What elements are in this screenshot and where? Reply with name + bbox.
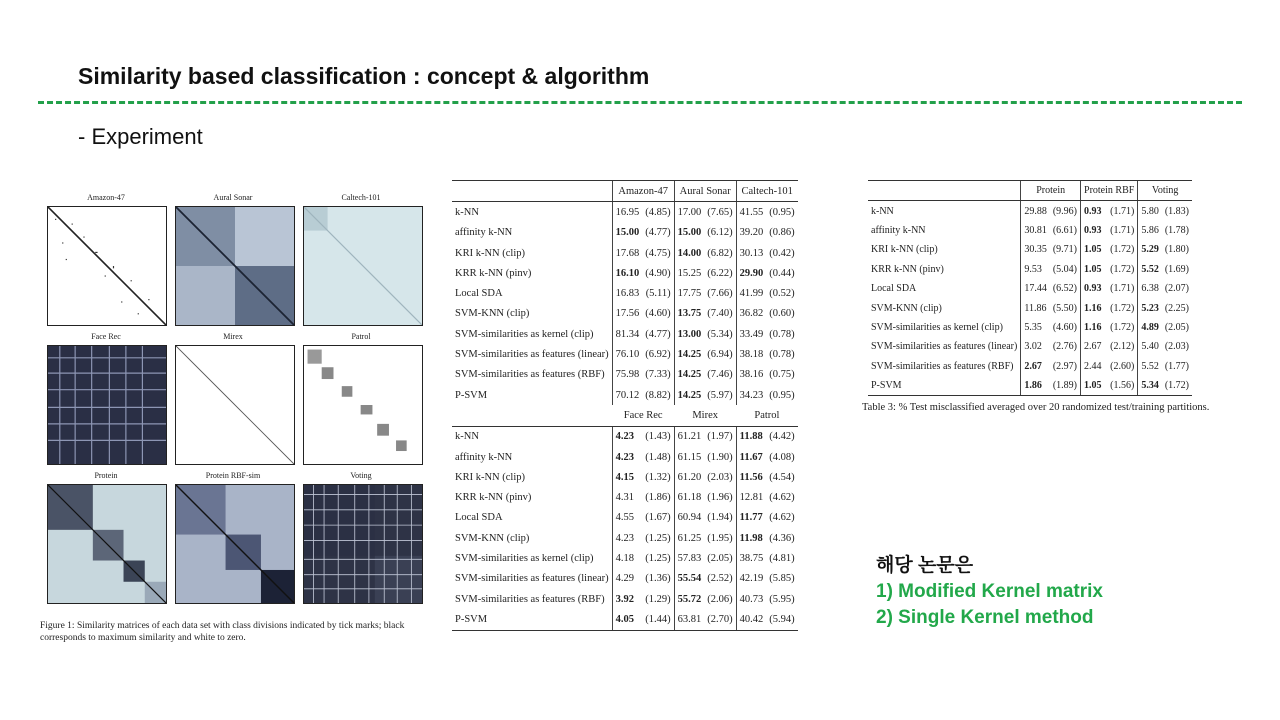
method-name: SVM-similarities as kernel (clip) — [455, 328, 594, 340]
method-header — [868, 181, 1021, 201]
error-value: 5.52 — [1138, 357, 1162, 376]
std-value: (2.60) — [1110, 360, 1135, 372]
table-row — [452, 283, 798, 303]
std-value: (1.72) — [1110, 321, 1135, 333]
error-value: 4.55 — [612, 508, 642, 528]
error-value: 81.34 — [612, 324, 642, 344]
std-value: (1.25) — [645, 552, 671, 564]
table-row — [452, 548, 798, 568]
error-value: 17.56 — [612, 304, 642, 324]
error-value: 0.93 — [1081, 201, 1106, 221]
error-value: 17.68 — [612, 243, 642, 263]
error-value: 15.25 — [674, 263, 704, 283]
matrix-aural-sonar-image — [176, 207, 294, 325]
error-value: 63.81 — [674, 609, 704, 630]
matrix-protein-rbf — [175, 484, 295, 604]
error-value: 4.31 — [612, 487, 642, 507]
slide-title: Similarity based classification : concept & algorithm — [78, 63, 650, 89]
table-row — [452, 202, 798, 223]
std-value: (6.52) — [1052, 283, 1078, 295]
error-value: 41.55 — [736, 202, 766, 223]
error-value: 38.18 — [736, 344, 766, 364]
std-value: (4.36) — [769, 532, 795, 544]
method-name: P-SVM — [455, 389, 488, 401]
slide-subtitle: - Experiment — [78, 124, 203, 149]
std-value: (1.80) — [1164, 244, 1189, 256]
panel-label-mirex: Mirex — [223, 332, 243, 341]
error-value: 5.34 — [1138, 376, 1162, 396]
table-row — [868, 279, 1192, 298]
table-row — [868, 260, 1192, 279]
std-value: (1.71) — [1110, 224, 1135, 236]
method-name: KRI k-NN (clip) — [871, 244, 938, 256]
error-value: 60.94 — [674, 508, 704, 528]
std-value: (0.95) — [769, 206, 795, 218]
method-name: k-NN — [871, 205, 894, 217]
error-value: 16.83 — [612, 283, 642, 303]
matrix-protein-rbf-image — [176, 485, 294, 603]
error-value: 5.80 — [1138, 201, 1162, 221]
std-value: (7.40) — [707, 308, 733, 320]
matrix-voting-image — [304, 485, 422, 603]
std-value: (1.95) — [707, 532, 733, 544]
std-value: (2.25) — [1164, 302, 1189, 314]
method-header — [452, 181, 612, 202]
title-divider — [38, 101, 1242, 104]
std-value: (0.86) — [769, 227, 795, 239]
error-value: 11.98 — [736, 528, 766, 548]
error-value: 30.13 — [736, 243, 766, 263]
std-value: (2.03) — [707, 471, 733, 483]
table3-body — [868, 201, 1192, 396]
std-value: (4.60) — [645, 308, 671, 320]
error-value: 30.81 — [1021, 221, 1050, 240]
column-header: Patrol — [736, 405, 798, 426]
table-row — [868, 221, 1192, 240]
std-value: (5.11) — [645, 288, 671, 300]
std-value: (0.44) — [769, 267, 795, 279]
error-value: 41.99 — [736, 283, 766, 303]
error-value: 61.21 — [674, 426, 704, 447]
std-value: (2.05) — [707, 552, 733, 564]
panel-label-voting: Voting — [350, 471, 372, 480]
std-value: (5.97) — [707, 389, 733, 401]
error-value: 34.23 — [736, 385, 766, 405]
table-row — [452, 609, 798, 630]
column-header: Amazon-47 — [612, 181, 674, 202]
matrix-mirex-image — [176, 346, 294, 464]
std-value: (4.08) — [769, 451, 795, 463]
error-value: 1.16 — [1081, 298, 1106, 317]
std-value: (4.54) — [769, 471, 795, 483]
error-value: 13.75 — [674, 304, 704, 324]
std-value: (2.76) — [1052, 341, 1078, 353]
table-row — [452, 426, 798, 447]
matrix-aural-sonar — [175, 206, 295, 326]
error-value: 38.16 — [736, 365, 766, 385]
std-value: (4.62) — [769, 512, 795, 524]
std-value: (2.05) — [1164, 321, 1189, 333]
table2-section2-body — [452, 426, 798, 630]
note-box — [876, 553, 1103, 631]
error-value: 11.77 — [736, 508, 766, 528]
std-value: (6.82) — [707, 247, 733, 259]
error-value: 38.75 — [736, 548, 766, 568]
table-row — [452, 487, 798, 507]
method-name: SVM-similarities as features (RBF) — [455, 593, 605, 605]
note-item: 1) Modified Kernel matrix — [876, 581, 1103, 602]
std-value: (0.60) — [769, 308, 795, 320]
similarity-matrix-figure — [40, 190, 440, 650]
error-value: 4.23 — [612, 447, 642, 467]
error-value: 2.67 — [1021, 357, 1050, 376]
error-value: 11.56 — [736, 467, 766, 487]
std-value: (2.07) — [1164, 283, 1189, 295]
error-value: 5.40 — [1138, 337, 1162, 356]
results-table-secondary — [868, 180, 1192, 396]
error-value: 61.25 — [674, 528, 704, 548]
std-value: (2.70) — [704, 609, 736, 630]
error-value: 4.29 — [612, 569, 642, 589]
note-item: 2) Single Kernel method — [876, 607, 1094, 628]
error-value: 1.05 — [1081, 260, 1106, 279]
std-value: (0.78) — [769, 349, 795, 361]
std-value: (6.94) — [707, 349, 733, 361]
error-value: 39.20 — [736, 223, 766, 243]
method-name: SVM-similarities as features (RBF) — [871, 360, 1014, 372]
error-value: 11.67 — [736, 447, 766, 467]
std-value: (9.96) — [1052, 205, 1078, 217]
method-name: SVM-similarities as features (linear) — [455, 573, 609, 585]
error-value: 0.93 — [1081, 221, 1106, 240]
error-value: 3.92 — [612, 589, 642, 609]
method-name: affinity k-NN — [455, 451, 513, 463]
error-value: 3.02 — [1021, 337, 1050, 356]
std-value: (0.52) — [769, 288, 795, 300]
std-value: (1.94) — [707, 512, 733, 524]
error-value: 57.83 — [674, 548, 704, 568]
std-value: (4.77) — [645, 227, 671, 239]
method-name: P-SVM — [452, 609, 612, 630]
error-value: 40.42 — [736, 609, 766, 630]
std-value: (2.52) — [707, 573, 733, 585]
matrix-mirex — [175, 345, 295, 465]
method-name: SVM-similarities as kernel (clip) — [871, 321, 1003, 333]
std-value: (4.85) — [645, 206, 671, 218]
error-value: 17.75 — [674, 283, 704, 303]
error-value: 11.86 — [1021, 298, 1050, 317]
std-value: (1.48) — [645, 451, 671, 463]
table-row — [452, 569, 798, 589]
error-value: 14.00 — [674, 243, 704, 263]
matrix-voting — [303, 484, 423, 604]
method-name: KRR k-NN (pinv) — [871, 263, 944, 275]
matrix-patrol — [303, 345, 423, 465]
results-table-main — [452, 180, 798, 631]
std-value: (5.04) — [1052, 263, 1078, 275]
std-value: (5.85) — [769, 573, 795, 585]
error-value: 42.19 — [736, 569, 766, 589]
error-value: 61.18 — [674, 487, 704, 507]
method-name: P-SVM — [868, 376, 1021, 396]
column-header: Voting — [1138, 181, 1192, 201]
std-value: (4.60) — [1052, 321, 1078, 333]
std-value: (7.33) — [645, 369, 671, 381]
method-name: SVM-similarities as features (linear) — [455, 349, 609, 361]
std-value: (4.42) — [769, 431, 795, 443]
error-value: 9.53 — [1021, 260, 1050, 279]
error-value: 29.90 — [736, 263, 766, 283]
error-value: 55.54 — [674, 569, 704, 589]
table-row — [452, 304, 798, 324]
error-value: 5.23 — [1138, 298, 1162, 317]
table-row — [868, 298, 1192, 317]
column-header: Face Rec — [612, 405, 674, 426]
matrix-protein-image — [48, 485, 166, 603]
method-name: Local SDA — [871, 283, 917, 295]
matrix-caltech-image — [304, 207, 422, 325]
std-value: (1.71) — [1110, 283, 1135, 295]
column-header: Mirex — [674, 405, 736, 426]
panel-label-patrol: Patrol — [351, 332, 371, 341]
error-value: 61.15 — [674, 447, 704, 467]
error-value: 30.35 — [1021, 240, 1050, 259]
error-value: 16.10 — [612, 263, 642, 283]
table-row — [452, 243, 798, 263]
error-value: 40.73 — [736, 589, 766, 609]
std-value: (1.43) — [645, 431, 671, 443]
std-value: (4.81) — [769, 552, 795, 564]
std-value: (5.94) — [766, 609, 797, 630]
error-value: 5.35 — [1021, 318, 1050, 337]
table-row — [452, 324, 798, 344]
error-value: 5.86 — [1138, 221, 1162, 240]
std-value: (1.56) — [1106, 376, 1138, 396]
panel-label-protein-rbf: Protein RBF-sim — [205, 471, 261, 480]
error-value: 1.16 — [1081, 318, 1106, 337]
std-value: (6.12) — [707, 227, 733, 239]
table-row — [452, 589, 798, 609]
error-value: 14.25 — [674, 365, 704, 385]
std-value: (7.66) — [707, 288, 733, 300]
table-row — [868, 337, 1192, 356]
panel-label-amazon: Amazon-47 — [87, 193, 125, 202]
method-name: SVM-KNN (clip) — [871, 302, 942, 314]
method-name: KRR k-NN (pinv) — [455, 492, 532, 504]
error-value: 15.00 — [612, 223, 642, 243]
std-value: (1.83) — [1164, 205, 1189, 217]
error-value: 4.89 — [1138, 318, 1162, 337]
std-value: (1.71) — [1110, 205, 1135, 217]
std-value: (0.95) — [769, 389, 795, 401]
method-name: SVM-KNN (clip) — [455, 308, 530, 320]
error-value: 16.95 — [612, 202, 642, 223]
error-value: 55.72 — [674, 589, 704, 609]
figure-caption: Figure 1: Similarity matrices of each data set with class divisions indicated by tick marks; black corresponds to maximum similarity and white to zero. — [40, 621, 405, 643]
method-name: k-NN — [455, 206, 479, 218]
error-value: 12.81 — [736, 487, 766, 507]
method-name: SVM-similarities as features (linear) — [871, 341, 1018, 353]
panel-label-aural-sonar: Aural Sonar — [213, 193, 253, 202]
method-name: Local SDA — [455, 288, 503, 300]
method-header — [452, 405, 612, 426]
std-value: (1.72) — [1110, 302, 1135, 314]
method-name: Local SDA — [455, 512, 503, 524]
std-value: (4.90) — [645, 267, 671, 279]
std-value: (0.42) — [769, 247, 795, 259]
error-value: 4.05 — [612, 609, 642, 630]
matrix-amazon — [47, 206, 167, 326]
std-value: (1.77) — [1164, 360, 1189, 372]
table-row — [868, 201, 1192, 221]
std-value: (4.75) — [645, 247, 671, 259]
matrix-caltech — [303, 206, 423, 326]
std-value: (2.03) — [1164, 341, 1189, 353]
table-row — [452, 467, 798, 487]
error-value: 76.10 — [612, 344, 642, 364]
error-value: 1.05 — [1081, 240, 1106, 259]
matrix-face-rec-image — [48, 346, 166, 464]
error-value: 17.00 — [674, 202, 704, 223]
std-value: (0.75) — [769, 369, 795, 381]
method-name: SVM-similarities as kernel (clip) — [455, 552, 594, 564]
std-value: (1.90) — [707, 451, 733, 463]
table-row — [868, 357, 1192, 376]
error-value: 0.93 — [1081, 279, 1106, 298]
method-name: KRI k-NN (clip) — [455, 471, 525, 483]
std-value: (1.78) — [1164, 224, 1189, 236]
table-row — [452, 508, 798, 528]
error-value: 11.88 — [736, 426, 766, 447]
std-value: (2.12) — [1110, 341, 1135, 353]
std-value: (5.50) — [1052, 302, 1078, 314]
matrix-face-rec — [47, 345, 167, 465]
std-value: (0.78) — [769, 328, 795, 340]
std-value: (1.36) — [645, 573, 671, 585]
std-value: (1.72) — [1110, 244, 1135, 256]
std-value: (5.34) — [707, 328, 733, 340]
matrix-protein — [47, 484, 167, 604]
error-value: 4.15 — [612, 467, 642, 487]
error-value: 17.44 — [1021, 279, 1050, 298]
panel-label-face-rec: Face Rec — [91, 332, 121, 341]
table-row — [452, 385, 798, 405]
error-value: 29.88 — [1021, 201, 1050, 221]
std-value: (1.25) — [645, 532, 671, 544]
std-value: (1.72) — [1162, 376, 1192, 396]
panel-label-caltech: Caltech-101 — [341, 193, 381, 202]
std-value: (5.95) — [769, 593, 795, 605]
table-row — [868, 376, 1192, 396]
column-header: Caltech-101 — [736, 181, 798, 202]
std-value: (8.82) — [645, 389, 671, 401]
method-name: SVM-similarities as features (RBF) — [455, 369, 605, 381]
std-value: (7.46) — [707, 369, 733, 381]
column-header: Aural Sonar — [674, 181, 736, 202]
std-value: (1.72) — [1110, 263, 1135, 275]
error-value: 61.20 — [674, 467, 704, 487]
method-name: KRR k-NN (pinv) — [455, 267, 532, 279]
column-header: Protein — [1021, 181, 1081, 201]
method-name: SVM-KNN (clip) — [455, 532, 530, 544]
std-value: (1.44) — [642, 609, 674, 630]
table-row — [452, 223, 798, 243]
std-value: (4.77) — [645, 328, 671, 340]
error-value: 15.00 — [674, 223, 704, 243]
error-value: 5.52 — [1138, 260, 1162, 279]
error-value: 33.49 — [736, 324, 766, 344]
error-value: 5.29 — [1138, 240, 1162, 259]
table-row — [452, 263, 798, 283]
note-heading: 해당 논문은 — [876, 555, 974, 576]
std-value: (6.22) — [707, 267, 733, 279]
std-value: (1.89) — [1050, 376, 1081, 396]
error-value: 1.86 — [1021, 376, 1050, 396]
std-value: (2.06) — [707, 593, 733, 605]
error-value: 75.98 — [612, 365, 642, 385]
error-value: 14.25 — [674, 344, 704, 364]
std-value: (1.32) — [645, 471, 671, 483]
error-value: 4.23 — [612, 528, 642, 548]
table-row — [452, 365, 798, 385]
std-value: (1.69) — [1164, 263, 1189, 275]
method-name: KRI k-NN (clip) — [455, 247, 525, 259]
std-value: (1.96) — [707, 492, 733, 504]
error-value: 14.25 — [674, 385, 704, 405]
method-name: affinity k-NN — [455, 227, 513, 239]
std-value: (1.29) — [645, 593, 671, 605]
error-value: 70.12 — [612, 385, 642, 405]
std-value: (2.97) — [1052, 360, 1078, 372]
error-value: 2.44 — [1081, 357, 1106, 376]
error-value: 36.82 — [736, 304, 766, 324]
error-value: 13.00 — [674, 324, 704, 344]
table-row — [452, 447, 798, 467]
table-row — [452, 528, 798, 548]
table2-section1-body — [452, 202, 798, 405]
error-value: 1.05 — [1081, 376, 1106, 396]
std-value: (1.67) — [645, 512, 671, 524]
matrix-amazon-image — [48, 207, 166, 325]
table-row — [868, 318, 1192, 337]
std-value: (6.92) — [645, 349, 671, 361]
method-name: affinity k-NN — [871, 224, 926, 236]
error-value: 4.18 — [612, 548, 642, 568]
std-value: (1.97) — [707, 431, 733, 443]
table-row — [452, 344, 798, 364]
error-value: 2.67 — [1081, 337, 1106, 356]
std-value: (6.61) — [1052, 224, 1078, 236]
std-value: (1.86) — [645, 492, 671, 504]
matrix-patrol-image — [304, 346, 422, 464]
std-value: (7.65) — [707, 206, 733, 218]
method-name: k-NN — [455, 431, 479, 443]
table3-caption: Table 3: % Test misclassified averaged over 20 randomized test/training partitions. — [862, 402, 1210, 413]
table-row — [868, 240, 1192, 259]
panel-label-protein: Protein — [94, 471, 118, 480]
column-header: Protein RBF — [1081, 181, 1138, 201]
std-value: (4.62) — [769, 492, 795, 504]
std-value: (9.71) — [1052, 244, 1078, 256]
error-value: 4.23 — [612, 426, 642, 447]
error-value: 6.38 — [1138, 279, 1162, 298]
